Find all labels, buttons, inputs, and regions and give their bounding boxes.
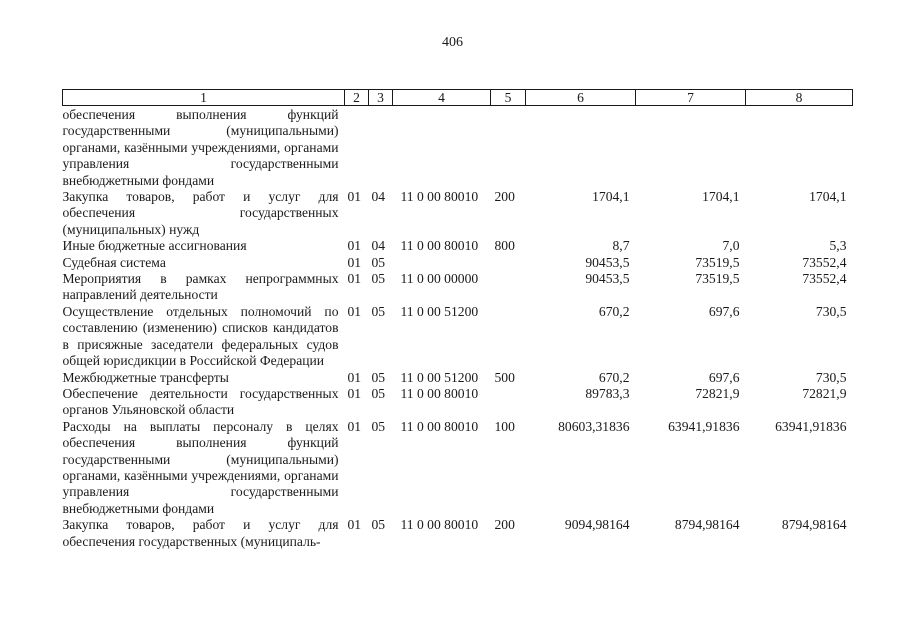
- row-csr: 11 0 00 51200: [400, 303, 479, 319]
- row-name: Расходы на выплаты персоналу в целях обеспечения выполнения функций государственными (муниципальными) органами, казёнными учреждениями, органами управления государственными внебюджетными фондами: [62, 418, 339, 516]
- row-value-6: 1704,1: [592, 189, 630, 205]
- table-body: [63, 106, 853, 550]
- header-col-4: 4: [393, 90, 491, 106]
- row-value-8: 72821,9: [802, 385, 847, 401]
- row-csr: 11 0 00 80010: [400, 238, 479, 254]
- row-value-6: 670,2: [598, 369, 630, 385]
- header-col-1: 1: [63, 90, 345, 106]
- table-row: [63, 238, 853, 254]
- row-vr: 800: [494, 238, 515, 254]
- row-podrazdel: [369, 106, 393, 190]
- header-row: [63, 90, 853, 106]
- row-vr: [491, 386, 526, 419]
- table-row: [63, 304, 853, 370]
- row-vr: [491, 271, 526, 304]
- header-col-7: 7: [636, 90, 746, 106]
- row-value-7: [636, 106, 746, 190]
- row-vr: 200: [494, 517, 515, 533]
- row-name: Закупка товаров, работ и услуг для обеспечения государственных (муниципаль-: [62, 517, 339, 549]
- row-podrazdel: 05: [371, 303, 386, 319]
- row-csr: 11 0 00 80010: [400, 418, 479, 434]
- row-csr: 11 0 00 80010: [400, 189, 479, 205]
- row-razdel: 01: [347, 271, 362, 287]
- row-value-8: 730,5: [815, 303, 847, 319]
- row-csr: [393, 106, 491, 190]
- row-name: Иные бюджетные ассигнования: [62, 238, 247, 254]
- row-vr: [491, 304, 526, 370]
- row-name: Судебная система: [62, 254, 166, 270]
- row-podrazdel: 05: [371, 418, 386, 434]
- table-row: [63, 386, 853, 419]
- row-name: Закупка товаров, работ и услуг для обеспечения государственных (муниципальных) нужд: [62, 189, 339, 237]
- row-razdel: 01: [347, 254, 362, 270]
- row-value-6: [526, 106, 636, 190]
- row-vr: 100: [494, 418, 515, 434]
- header-col-2: 2: [345, 90, 369, 106]
- row-value-8: 5,3: [829, 238, 847, 254]
- row-csr: 11 0 00 80010: [400, 385, 479, 401]
- row-podrazdel: 05: [371, 254, 386, 270]
- row-value-8: 73552,4: [802, 271, 847, 287]
- row-csr: [393, 255, 491, 271]
- row-razdel: 01: [347, 385, 362, 401]
- row-csr: 11 0 00 80010: [400, 517, 479, 533]
- row-podrazdel: 04: [371, 189, 386, 205]
- row-value-6: 670,2: [598, 303, 630, 319]
- row-value-8: 63941,91836: [775, 418, 847, 434]
- row-value-6: 89783,3: [585, 385, 630, 401]
- row-podrazdel: 05: [371, 271, 386, 287]
- row-vr: [491, 255, 526, 271]
- row-value-6: 80603,31836: [558, 418, 630, 434]
- header-col-8: 8: [746, 90, 853, 106]
- row-podrazdel: 05: [371, 385, 386, 401]
- table-row: [63, 255, 853, 271]
- row-vr: 500: [494, 369, 515, 385]
- row-razdel: 01: [347, 369, 362, 385]
- header-col-6: 6: [526, 90, 636, 106]
- row-value-6: 9094,98164: [564, 517, 630, 533]
- row-value-8: 73552,4: [802, 254, 847, 270]
- row-value-7: 697,6: [708, 303, 740, 319]
- row-razdel: 01: [347, 303, 362, 319]
- table-header: [63, 90, 853, 106]
- row-value-7: 1704,1: [702, 189, 740, 205]
- row-value-6: 8,7: [612, 238, 630, 254]
- row-value-6: 90453,5: [585, 271, 630, 287]
- row-value-7: 7,0: [722, 238, 740, 254]
- row-value-8: [746, 106, 853, 190]
- row-name: Осуществление отдельных полномочий по составлению (изменению) списков кандидатов в присяжные заседатели федеральных судов общей юрисдикции в Российской Федерации: [62, 303, 339, 369]
- row-value-7: 72821,9: [695, 385, 740, 401]
- header-col-5: 5: [491, 90, 526, 106]
- page-number: 406: [442, 35, 463, 50]
- row-vr: [491, 106, 526, 190]
- row-value-7: 73519,5: [695, 271, 740, 287]
- row-name: Мероприятия в рамках непрограммных направлений деятельности: [62, 271, 339, 303]
- row-name: Обеспечение деятельности государственных органов Ульяновской области: [62, 385, 339, 418]
- row-value-8: 730,5: [815, 369, 847, 385]
- row-value-7: 8794,98164: [674, 517, 740, 533]
- row-podrazdel: 05: [371, 517, 386, 533]
- row-value-7: 63941,91836: [668, 418, 740, 434]
- table-row: [63, 419, 853, 517]
- row-value-7: 73519,5: [695, 254, 740, 270]
- row-value-7: 697,6: [708, 369, 740, 385]
- row-value-6: 90453,5: [585, 254, 630, 270]
- table-row: [63, 271, 853, 304]
- row-razdel: [345, 106, 369, 190]
- table-row: [63, 106, 853, 190]
- table-row: [63, 189, 853, 238]
- row-csr: 11 0 00 51200: [400, 369, 479, 385]
- row-podrazdel: 05: [371, 369, 386, 385]
- row-razdel: 01: [347, 189, 362, 205]
- row-value-8: 1704,1: [809, 189, 847, 205]
- row-value-8: 8794,98164: [781, 517, 847, 533]
- row-vr: 200: [494, 189, 515, 205]
- row-razdel: 01: [347, 517, 362, 533]
- budget-table: [62, 89, 853, 550]
- row-razdel: 01: [347, 238, 362, 254]
- row-name: обеспечения выполнения функций государственными (муниципальными) органами, казёнными учреждениями, органами управления государственными внебюджетными фондами: [62, 107, 339, 188]
- row-podrazdel: 04: [371, 238, 386, 254]
- table-row: [63, 370, 853, 386]
- row-csr: 11 0 00 00000: [400, 271, 479, 287]
- header-col-3: 3: [369, 90, 393, 106]
- row-razdel: 01: [347, 418, 362, 434]
- row-name: Межбюджетные трансферты: [62, 369, 229, 385]
- table-row: [63, 517, 853, 550]
